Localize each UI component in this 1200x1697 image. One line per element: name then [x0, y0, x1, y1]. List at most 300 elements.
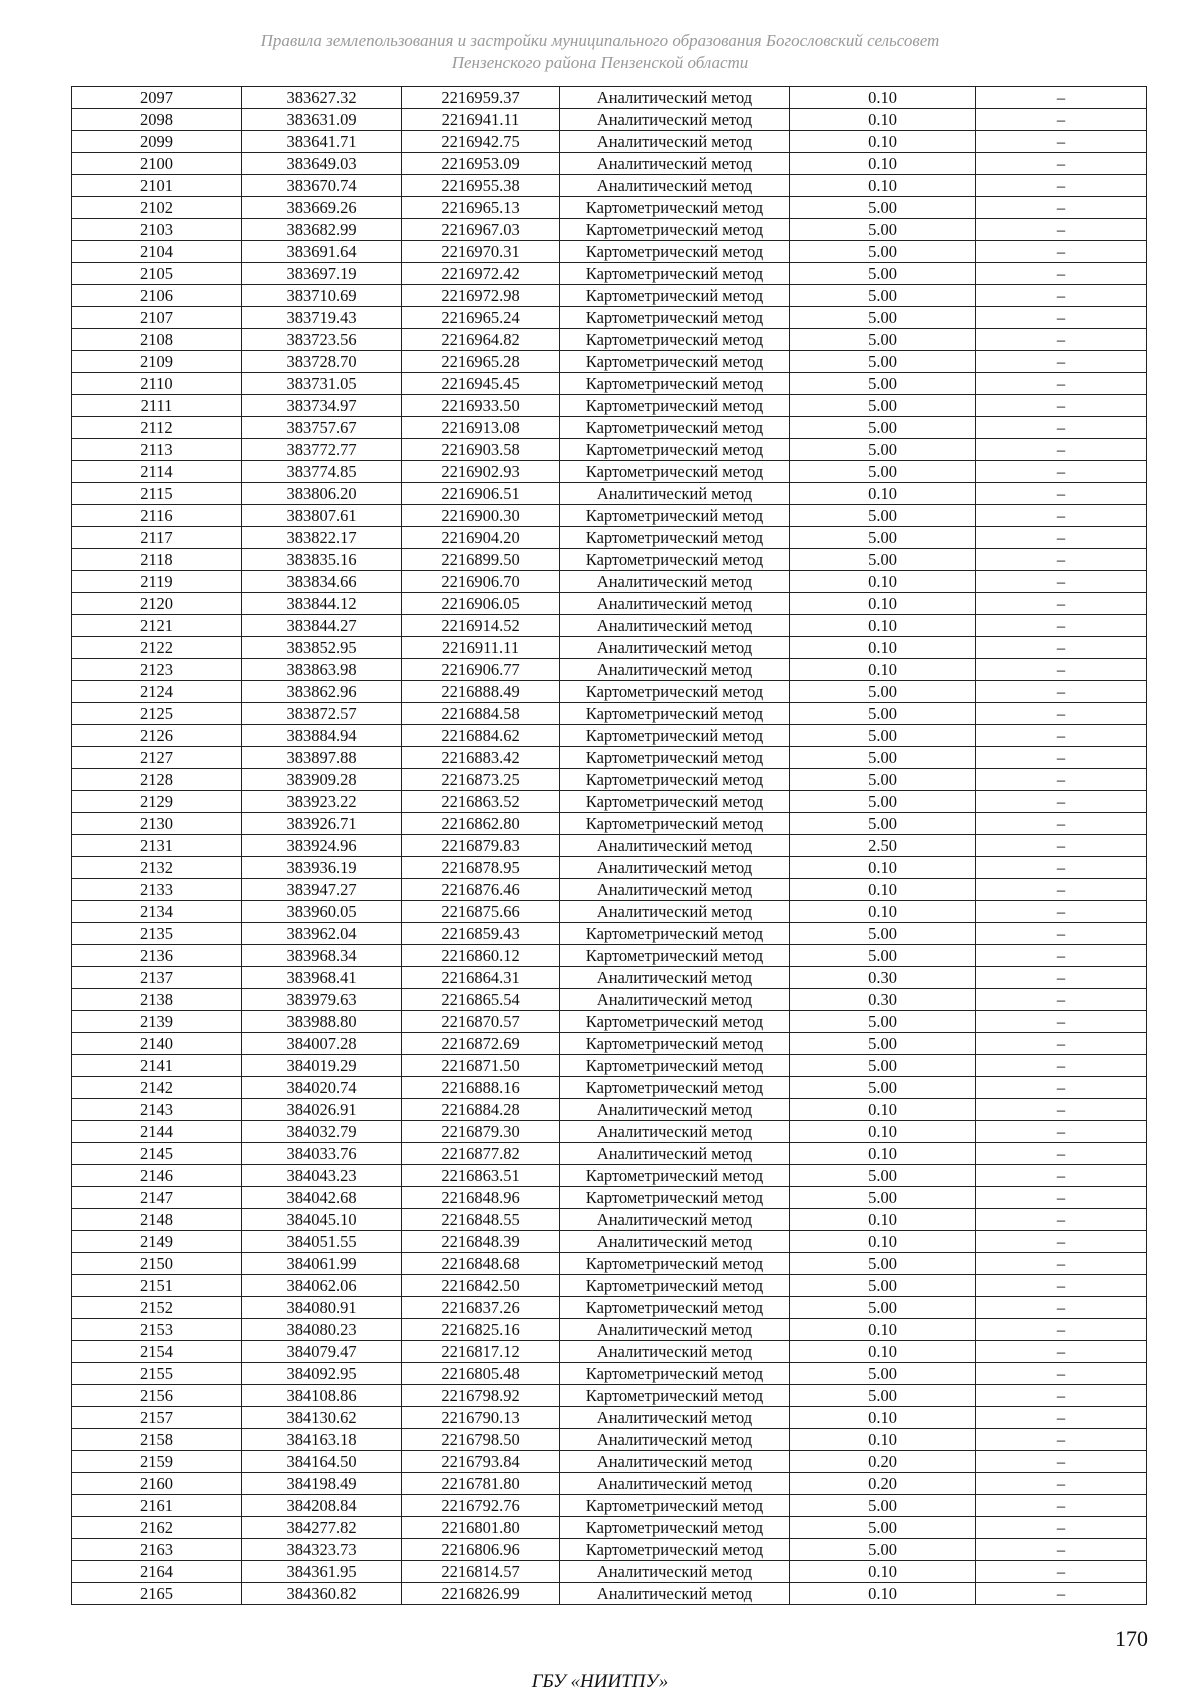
x-coordinate-cell: 384062.06: [242, 1275, 402, 1297]
x-coordinate-cell: 384277.82: [242, 1517, 402, 1539]
x-coordinate-cell: 384020.74: [242, 1077, 402, 1099]
x-coordinate-cell: 383723.56: [242, 329, 402, 351]
note-cell: –: [976, 175, 1147, 197]
y-coordinate-cell: 2216902.93: [402, 461, 560, 483]
accuracy-cell: 5.00: [790, 395, 976, 417]
method-cell: Аналитический метод: [560, 1209, 790, 1231]
coordinates-table-body: [72, 87, 1147, 1605]
y-coordinate-cell: 2216942.75: [402, 131, 560, 153]
method-cell: Аналитический метод: [560, 1143, 790, 1165]
x-coordinate-cell: 384061.99: [242, 1253, 402, 1275]
point-number-cell: 2140: [72, 1033, 242, 1055]
method-cell: Аналитический метод: [560, 857, 790, 879]
point-number-cell: 2143: [72, 1099, 242, 1121]
point-number-cell: 2146: [72, 1165, 242, 1187]
y-coordinate-cell: 2216798.92: [402, 1385, 560, 1407]
x-coordinate-cell: 383641.71: [242, 131, 402, 153]
x-coordinate-cell: 384033.76: [242, 1143, 402, 1165]
point-number-cell: 2115: [72, 483, 242, 505]
accuracy-cell: 5.00: [790, 1517, 976, 1539]
coordinates-table: [71, 86, 1147, 1605]
accuracy-cell: 2.50: [790, 835, 976, 857]
point-number-cell: 2142: [72, 1077, 242, 1099]
x-coordinate-cell: 383710.69: [242, 285, 402, 307]
y-coordinate-cell: 2216899.50: [402, 549, 560, 571]
note-cell: –: [976, 241, 1147, 263]
method-cell: Аналитический метод: [560, 835, 790, 857]
note-cell: –: [976, 109, 1147, 131]
y-coordinate-cell: 2216953.09: [402, 153, 560, 175]
table-row: [72, 483, 1147, 505]
x-coordinate-cell: 383734.97: [242, 395, 402, 417]
x-coordinate-cell: 383682.99: [242, 219, 402, 241]
method-cell: Картометрический метод: [560, 373, 790, 395]
accuracy-cell: 0.10: [790, 659, 976, 681]
point-number-cell: 2138: [72, 989, 242, 1011]
x-coordinate-cell: 383691.64: [242, 241, 402, 263]
method-cell: Аналитический метод: [560, 1319, 790, 1341]
point-number-cell: 2100: [72, 153, 242, 175]
method-cell: Картометрический метод: [560, 1011, 790, 1033]
note-cell: –: [976, 879, 1147, 901]
note-cell: –: [976, 1253, 1147, 1275]
method-cell: Картометрический метод: [560, 1055, 790, 1077]
accuracy-cell: 5.00: [790, 923, 976, 945]
method-cell: Картометрический метод: [560, 307, 790, 329]
x-coordinate-cell: 384163.18: [242, 1429, 402, 1451]
method-cell: Картометрический метод: [560, 505, 790, 527]
method-cell: Картометрический метод: [560, 1297, 790, 1319]
method-cell: Аналитический метод: [560, 659, 790, 681]
x-coordinate-cell: 383884.94: [242, 725, 402, 747]
method-cell: Аналитический метод: [560, 483, 790, 505]
y-coordinate-cell: 2216814.57: [402, 1561, 560, 1583]
x-coordinate-cell: 384045.10: [242, 1209, 402, 1231]
y-coordinate-cell: 2216865.54: [402, 989, 560, 1011]
note-cell: –: [976, 637, 1147, 659]
accuracy-cell: 5.00: [790, 417, 976, 439]
accuracy-cell: 0.30: [790, 989, 976, 1011]
method-cell: Картометрический метод: [560, 1077, 790, 1099]
method-cell: Аналитический метод: [560, 153, 790, 175]
method-cell: Картометрический метод: [560, 219, 790, 241]
y-coordinate-cell: 2216879.30: [402, 1121, 560, 1143]
table-row: [72, 1055, 1147, 1077]
point-number-cell: 2160: [72, 1473, 242, 1495]
note-cell: –: [976, 857, 1147, 879]
point-number-cell: 2108: [72, 329, 242, 351]
x-coordinate-cell: 383968.41: [242, 967, 402, 989]
y-coordinate-cell: 2216888.16: [402, 1077, 560, 1099]
point-number-cell: 2097: [72, 87, 242, 109]
accuracy-cell: 0.10: [790, 879, 976, 901]
x-coordinate-cell: 384092.95: [242, 1363, 402, 1385]
point-number-cell: 2150: [72, 1253, 242, 1275]
accuracy-cell: 5.00: [790, 373, 976, 395]
method-cell: Картометрический метод: [560, 1253, 790, 1275]
point-number-cell: 2133: [72, 879, 242, 901]
x-coordinate-cell: 384361.95: [242, 1561, 402, 1583]
method-cell: Картометрический метод: [560, 395, 790, 417]
note-cell: –: [976, 549, 1147, 571]
point-number-cell: 2103: [72, 219, 242, 241]
point-number-cell: 2161: [72, 1495, 242, 1517]
table-row: [72, 131, 1147, 153]
point-number-cell: 2117: [72, 527, 242, 549]
point-number-cell: 2101: [72, 175, 242, 197]
accuracy-cell: 5.00: [790, 945, 976, 967]
note-cell: –: [976, 439, 1147, 461]
accuracy-cell: 5.00: [790, 791, 976, 813]
point-number-cell: 2126: [72, 725, 242, 747]
y-coordinate-cell: 2216863.52: [402, 791, 560, 813]
y-coordinate-cell: 2216872.69: [402, 1033, 560, 1055]
note-cell: –: [976, 1363, 1147, 1385]
accuracy-cell: 0.10: [790, 1583, 976, 1605]
point-number-cell: 2156: [72, 1385, 242, 1407]
method-cell: Аналитический метод: [560, 1583, 790, 1605]
accuracy-cell: 0.10: [790, 571, 976, 593]
method-cell: Картометрический метод: [560, 439, 790, 461]
accuracy-cell: 5.00: [790, 329, 976, 351]
x-coordinate-cell: 384042.68: [242, 1187, 402, 1209]
method-cell: Аналитический метод: [560, 1407, 790, 1429]
note-cell: –: [976, 153, 1147, 175]
x-coordinate-cell: 384079.47: [242, 1341, 402, 1363]
y-coordinate-cell: 2216884.62: [402, 725, 560, 747]
y-coordinate-cell: 2216965.24: [402, 307, 560, 329]
method-cell: Аналитический метод: [560, 989, 790, 1011]
x-coordinate-cell: 383862.96: [242, 681, 402, 703]
y-coordinate-cell: 2216873.25: [402, 769, 560, 791]
note-cell: –: [976, 417, 1147, 439]
note-cell: –: [976, 87, 1147, 109]
y-coordinate-cell: 2216798.50: [402, 1429, 560, 1451]
table-row: [72, 197, 1147, 219]
table-row: [72, 351, 1147, 373]
table-row: [72, 175, 1147, 197]
method-cell: Картометрический метод: [560, 241, 790, 263]
accuracy-cell: 0.10: [790, 637, 976, 659]
table-row: [72, 1187, 1147, 1209]
note-cell: –: [976, 483, 1147, 505]
accuracy-cell: 5.00: [790, 439, 976, 461]
method-cell: Картометрический метод: [560, 681, 790, 703]
accuracy-cell: 5.00: [790, 1187, 976, 1209]
point-number-cell: 2158: [72, 1429, 242, 1451]
point-number-cell: 2149: [72, 1231, 242, 1253]
x-coordinate-cell: 384080.23: [242, 1319, 402, 1341]
note-cell: –: [976, 725, 1147, 747]
page-footer: ГБУ «НИИТПУ»: [531, 1671, 669, 1692]
table-row: [72, 1407, 1147, 1429]
point-number-cell: 2109: [72, 351, 242, 373]
accuracy-cell: 5.00: [790, 747, 976, 769]
accuracy-cell: 5.00: [790, 1363, 976, 1385]
method-cell: Картометрический метод: [560, 351, 790, 373]
point-number-cell: 2141: [72, 1055, 242, 1077]
table-row: [72, 373, 1147, 395]
x-coordinate-cell: 383719.43: [242, 307, 402, 329]
table-row: [72, 109, 1147, 131]
note-cell: –: [976, 395, 1147, 417]
x-coordinate-cell: 383649.03: [242, 153, 402, 175]
x-coordinate-cell: 384323.73: [242, 1539, 402, 1561]
point-number-cell: 2098: [72, 109, 242, 131]
point-number-cell: 2107: [72, 307, 242, 329]
point-number-cell: 2136: [72, 945, 242, 967]
note-cell: –: [976, 1077, 1147, 1099]
y-coordinate-cell: 2216793.84: [402, 1451, 560, 1473]
accuracy-cell: 0.10: [790, 483, 976, 505]
table-row: [72, 285, 1147, 307]
method-cell: Картометрический метод: [560, 1165, 790, 1187]
x-coordinate-cell: 383627.32: [242, 87, 402, 109]
table-row: [72, 659, 1147, 681]
accuracy-cell: 5.00: [790, 505, 976, 527]
point-number-cell: 2153: [72, 1319, 242, 1341]
y-coordinate-cell: 2216875.66: [402, 901, 560, 923]
table-row: [72, 527, 1147, 549]
y-coordinate-cell: 2216826.99: [402, 1583, 560, 1605]
method-cell: Картометрический метод: [560, 1495, 790, 1517]
table-row: [72, 1011, 1147, 1033]
x-coordinate-cell: 384108.86: [242, 1385, 402, 1407]
accuracy-cell: 5.00: [790, 263, 976, 285]
note-cell: –: [976, 615, 1147, 637]
y-coordinate-cell: 2216781.80: [402, 1473, 560, 1495]
note-cell: –: [976, 131, 1147, 153]
x-coordinate-cell: 383852.95: [242, 637, 402, 659]
x-coordinate-cell: 383863.98: [242, 659, 402, 681]
y-coordinate-cell: 2216972.42: [402, 263, 560, 285]
method-cell: Картометрический метод: [560, 263, 790, 285]
method-cell: Аналитический метод: [560, 637, 790, 659]
point-number-cell: 2111: [72, 395, 242, 417]
method-cell: Картометрический метод: [560, 461, 790, 483]
y-coordinate-cell: 2216848.39: [402, 1231, 560, 1253]
y-coordinate-cell: 2216817.12: [402, 1341, 560, 1363]
x-coordinate-cell: 384164.50: [242, 1451, 402, 1473]
point-number-cell: 2157: [72, 1407, 242, 1429]
method-cell: Аналитический метод: [560, 131, 790, 153]
table-row: [72, 1341, 1147, 1363]
accuracy-cell: 5.00: [790, 1495, 976, 1517]
table-row: [72, 1253, 1147, 1275]
accuracy-cell: 0.10: [790, 131, 976, 153]
note-cell: –: [976, 945, 1147, 967]
y-coordinate-cell: 2216941.11: [402, 109, 560, 131]
method-cell: Аналитический метод: [560, 1429, 790, 1451]
point-number-cell: 2154: [72, 1341, 242, 1363]
point-number-cell: 2139: [72, 1011, 242, 1033]
table-row: [72, 461, 1147, 483]
x-coordinate-cell: 383947.27: [242, 879, 402, 901]
x-coordinate-cell: 383807.61: [242, 505, 402, 527]
x-coordinate-cell: 383757.67: [242, 417, 402, 439]
table-row: [72, 637, 1147, 659]
table-row: [72, 923, 1147, 945]
point-number-cell: 2102: [72, 197, 242, 219]
accuracy-cell: 5.00: [790, 1385, 976, 1407]
table-row: [72, 879, 1147, 901]
y-coordinate-cell: 2216967.03: [402, 219, 560, 241]
y-coordinate-cell: 2216906.05: [402, 593, 560, 615]
method-cell: Картометрический метод: [560, 1033, 790, 1055]
point-number-cell: 2104: [72, 241, 242, 263]
accuracy-cell: 5.00: [790, 681, 976, 703]
point-number-cell: 2118: [72, 549, 242, 571]
accuracy-cell: 5.00: [790, 351, 976, 373]
point-number-cell: 2125: [72, 703, 242, 725]
note-cell: –: [976, 747, 1147, 769]
method-cell: Картометрический метод: [560, 1275, 790, 1297]
x-coordinate-cell: 383731.05: [242, 373, 402, 395]
method-cell: Картометрический метод: [560, 549, 790, 571]
x-coordinate-cell: 383631.09: [242, 109, 402, 131]
point-number-cell: 2165: [72, 1583, 242, 1605]
accuracy-cell: 0.20: [790, 1473, 976, 1495]
note-cell: –: [976, 1429, 1147, 1451]
point-number-cell: 2164: [72, 1561, 242, 1583]
x-coordinate-cell: 383669.26: [242, 197, 402, 219]
table-row: [72, 87, 1147, 109]
point-number-cell: 2116: [72, 505, 242, 527]
y-coordinate-cell: 2216848.55: [402, 1209, 560, 1231]
page-header: [0, 30, 1200, 74]
y-coordinate-cell: 2216790.13: [402, 1407, 560, 1429]
note-cell: –: [976, 1517, 1147, 1539]
method-cell: Аналитический метод: [560, 1473, 790, 1495]
table-row: [72, 989, 1147, 1011]
point-number-cell: 2132: [72, 857, 242, 879]
table-row: [72, 395, 1147, 417]
note-cell: –: [976, 791, 1147, 813]
note-cell: –: [976, 1319, 1147, 1341]
accuracy-cell: 0.10: [790, 1231, 976, 1253]
note-cell: –: [976, 527, 1147, 549]
y-coordinate-cell: 2216863.51: [402, 1165, 560, 1187]
accuracy-cell: 0.10: [790, 615, 976, 637]
accuracy-cell: 0.10: [790, 1209, 976, 1231]
method-cell: Аналитический метод: [560, 1231, 790, 1253]
note-cell: –: [976, 1473, 1147, 1495]
table-row: [72, 1517, 1147, 1539]
table-row: [72, 1099, 1147, 1121]
table-row: [72, 1451, 1147, 1473]
note-cell: –: [976, 373, 1147, 395]
note-cell: –: [976, 1407, 1147, 1429]
x-coordinate-cell: 383872.57: [242, 703, 402, 725]
note-cell: –: [976, 1297, 1147, 1319]
table-row: [72, 769, 1147, 791]
point-number-cell: 2152: [72, 1297, 242, 1319]
table-row: [72, 1319, 1147, 1341]
point-number-cell: 2144: [72, 1121, 242, 1143]
accuracy-cell: 0.10: [790, 153, 976, 175]
point-number-cell: 2128: [72, 769, 242, 791]
x-coordinate-cell: 384208.84: [242, 1495, 402, 1517]
y-coordinate-cell: 2216914.52: [402, 615, 560, 637]
point-number-cell: 2131: [72, 835, 242, 857]
method-cell: Картометрический метод: [560, 923, 790, 945]
header-line-2: Пензенского района Пензенской области: [451, 53, 749, 72]
x-coordinate-cell: 383772.77: [242, 439, 402, 461]
x-coordinate-cell: 383728.70: [242, 351, 402, 373]
accuracy-cell: 5.00: [790, 725, 976, 747]
x-coordinate-cell: 383670.74: [242, 175, 402, 197]
accuracy-cell: 0.30: [790, 967, 976, 989]
table-row: [72, 1121, 1147, 1143]
accuracy-cell: 5.00: [790, 1077, 976, 1099]
method-cell: Аналитический метод: [560, 901, 790, 923]
y-coordinate-cell: 2216883.42: [402, 747, 560, 769]
method-cell: Картометрический метод: [560, 769, 790, 791]
accuracy-cell: 0.10: [790, 1429, 976, 1451]
accuracy-cell: 0.10: [790, 593, 976, 615]
note-cell: –: [976, 1385, 1147, 1407]
accuracy-cell: 5.00: [790, 1011, 976, 1033]
accuracy-cell: 5.00: [790, 1539, 976, 1561]
note-cell: –: [976, 813, 1147, 835]
note-cell: –: [976, 1011, 1147, 1033]
x-coordinate-cell: 383844.12: [242, 593, 402, 615]
note-cell: –: [976, 1495, 1147, 1517]
header-line-1: Правила землепользования и застройки муниципального образования Богословский сельсовет: [260, 31, 940, 50]
note-cell: –: [976, 219, 1147, 241]
y-coordinate-cell: 2216876.46: [402, 879, 560, 901]
y-coordinate-cell: 2216965.13: [402, 197, 560, 219]
point-number-cell: 2119: [72, 571, 242, 593]
y-coordinate-cell: 2216848.68: [402, 1253, 560, 1275]
table-row: [72, 1077, 1147, 1099]
table-row: [72, 439, 1147, 461]
y-coordinate-cell: 2216888.49: [402, 681, 560, 703]
table-row: [72, 1275, 1147, 1297]
table-row: [72, 329, 1147, 351]
x-coordinate-cell: 384043.23: [242, 1165, 402, 1187]
table-row: [72, 901, 1147, 923]
method-cell: Картометрический метод: [560, 945, 790, 967]
method-cell: Картометрический метод: [560, 1187, 790, 1209]
accuracy-cell: 5.00: [790, 307, 976, 329]
table-row: [72, 1143, 1147, 1165]
accuracy-cell: 5.00: [790, 241, 976, 263]
note-cell: –: [976, 461, 1147, 483]
table-row: [72, 307, 1147, 329]
note-cell: –: [976, 1165, 1147, 1187]
note-cell: –: [976, 593, 1147, 615]
y-coordinate-cell: 2216904.20: [402, 527, 560, 549]
note-cell: –: [976, 351, 1147, 373]
table-row: [72, 571, 1147, 593]
table-row: [72, 1231, 1147, 1253]
note-cell: –: [976, 989, 1147, 1011]
page-number: 170: [1115, 1626, 1148, 1651]
note-cell: –: [976, 835, 1147, 857]
y-coordinate-cell: 2216870.57: [402, 1011, 560, 1033]
point-number-cell: 2121: [72, 615, 242, 637]
method-cell: Аналитический метод: [560, 1451, 790, 1473]
x-coordinate-cell: 383909.28: [242, 769, 402, 791]
accuracy-cell: 0.10: [790, 1319, 976, 1341]
point-number-cell: 2120: [72, 593, 242, 615]
method-cell: Аналитический метод: [560, 1121, 790, 1143]
accuracy-cell: 0.10: [790, 1561, 976, 1583]
y-coordinate-cell: 2216911.11: [402, 637, 560, 659]
x-coordinate-cell: 383936.19: [242, 857, 402, 879]
y-coordinate-cell: 2216859.43: [402, 923, 560, 945]
